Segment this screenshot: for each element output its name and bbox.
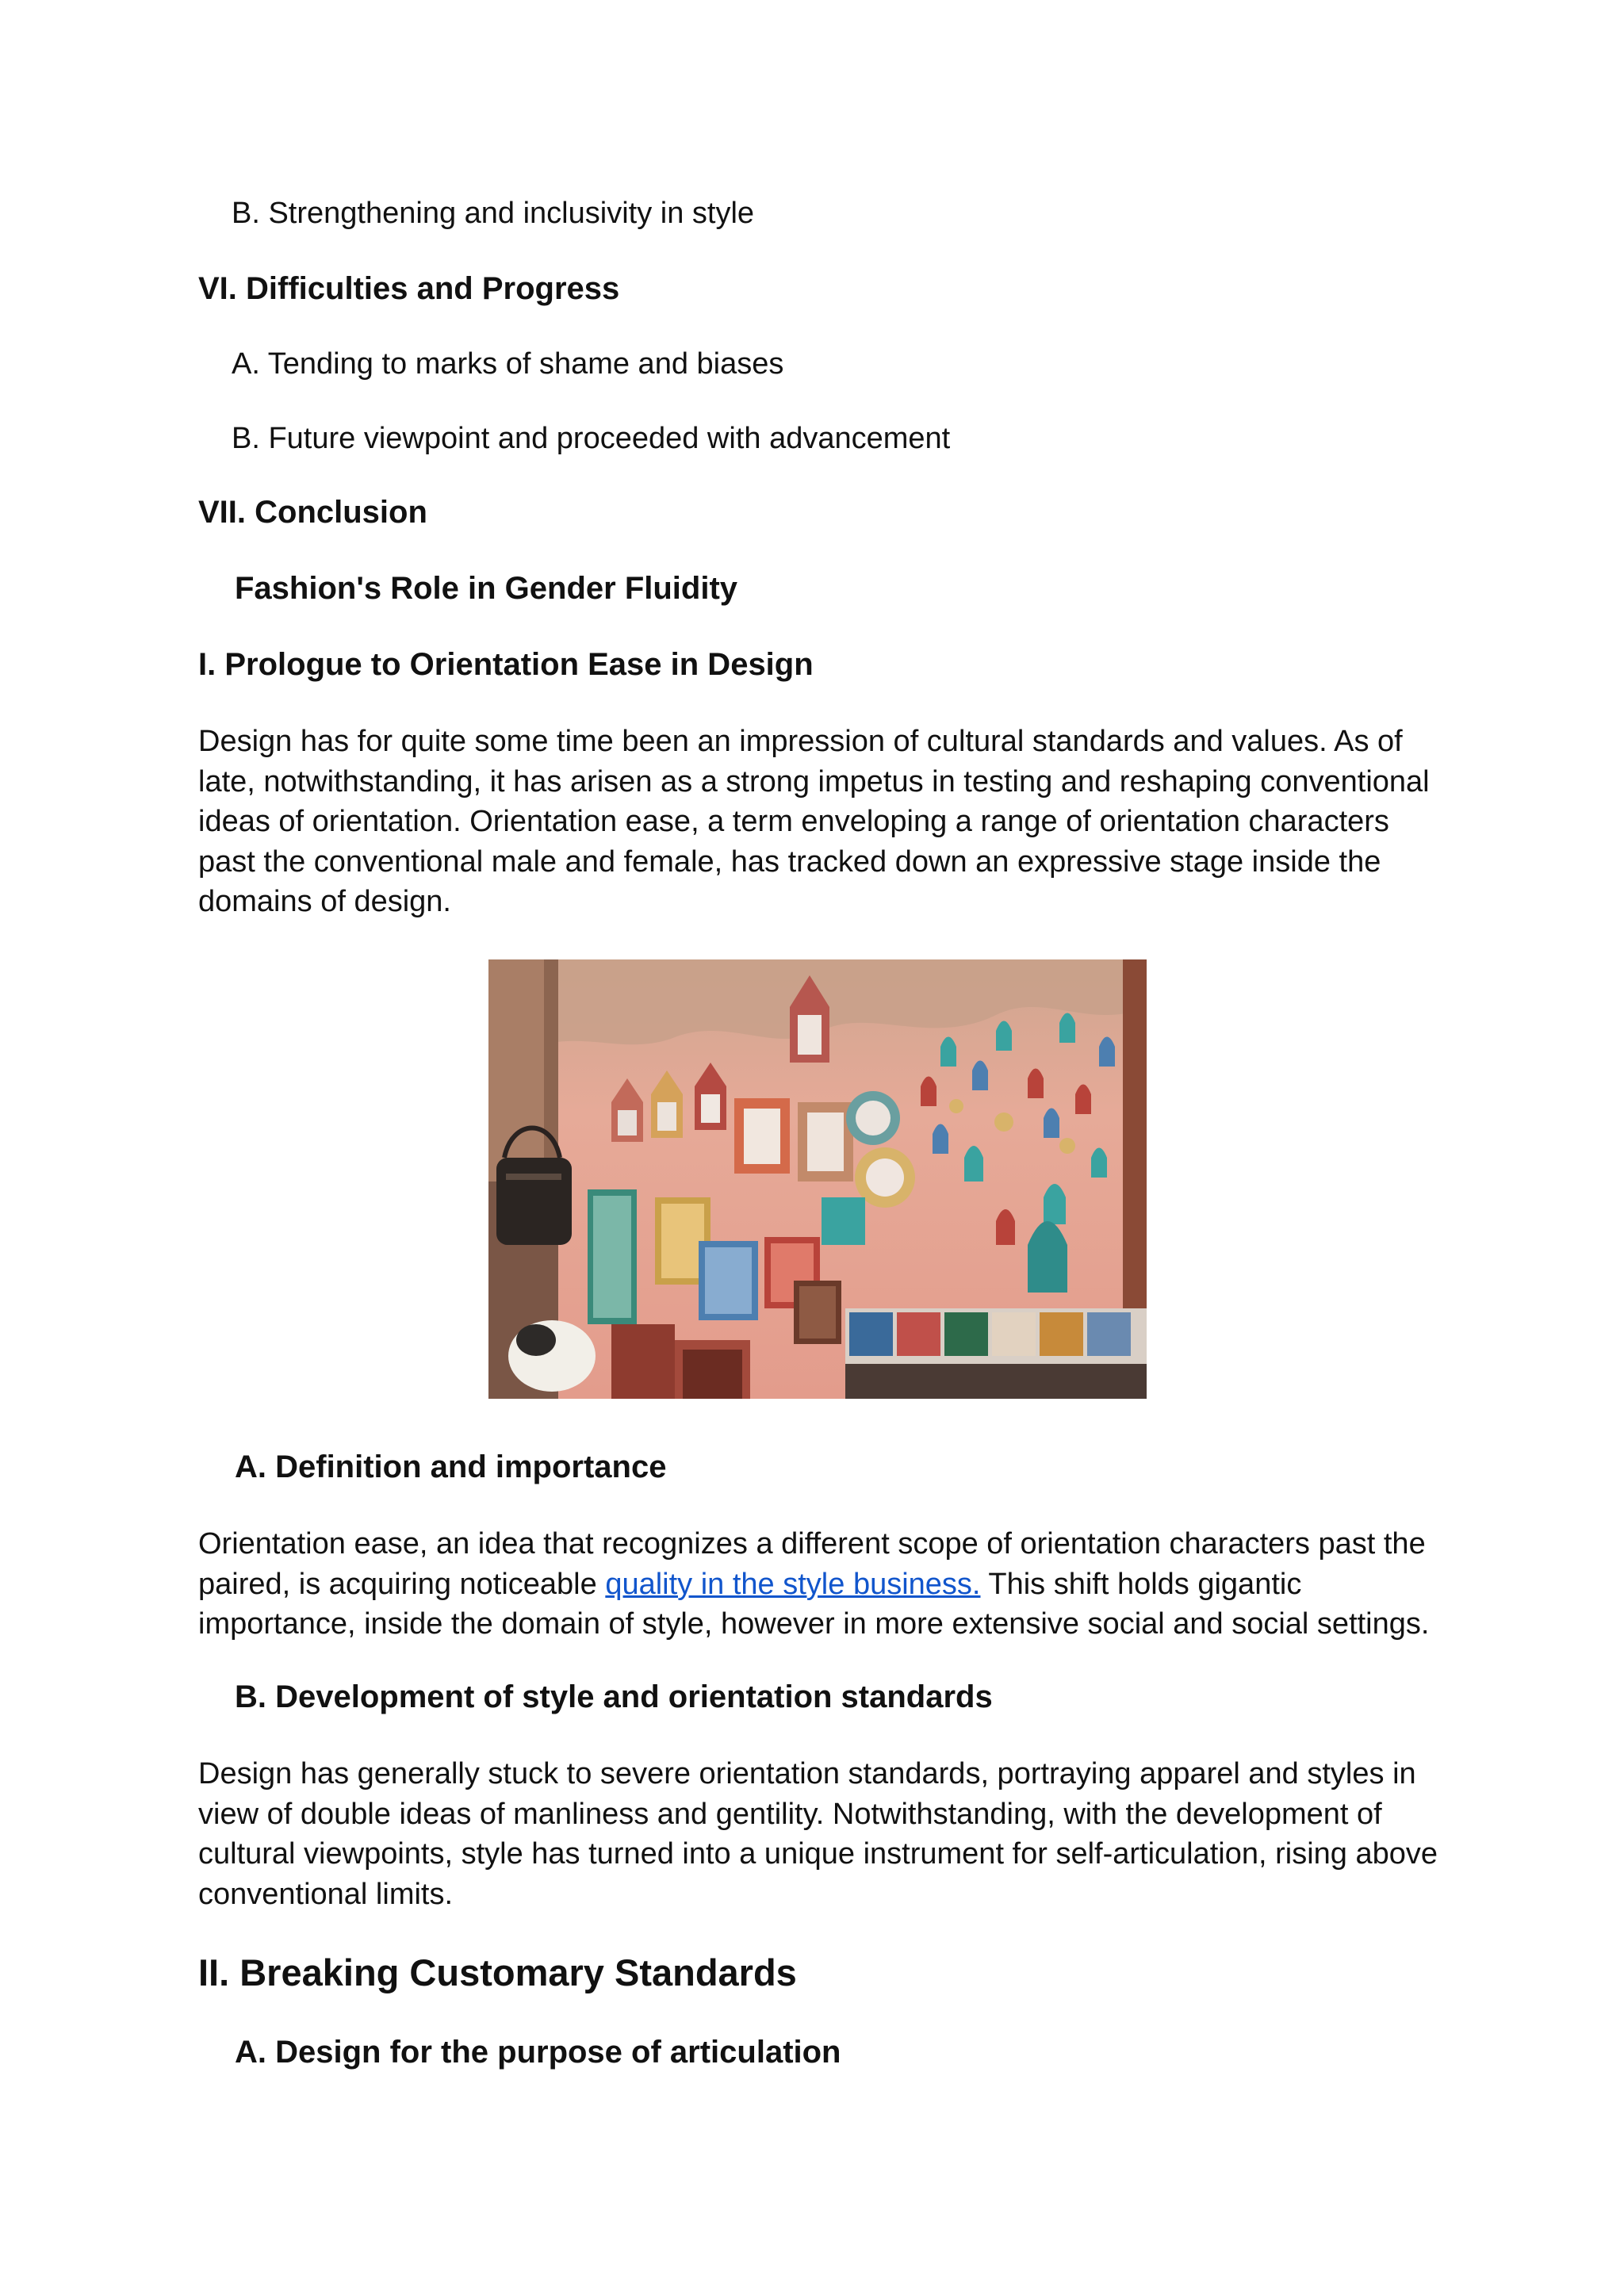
outline-heading-vi: VI. Difficulties and Progress [198,271,620,306]
style-business-link[interactable]: quality in the style business. [605,1567,981,1601]
market-wall-photo [488,959,1147,1399]
sub-a-text-before-link: Orientation ease, an idea that recognizes a different scope of orientation characters past the paired, is acquiring noticeable [198,1527,1426,1601]
outline-item-v-b: B. Strengthening and inclusivity in style [232,197,755,230]
outline-heading-vii: VII. Conclusion [198,495,427,530]
article-title: Fashion's Role in Gender Fluidity [235,571,738,606]
section-2-sub-a-heading: A. Design for the purpose of articulation [235,2035,841,2070]
section-1-sub-b-text: Design has generally stuck to severe orientation standards, portraying apparel and styles in view of double ideas of manliness and gentility. Notwithstanding, with the development of cultural viewpoints, style has turned into a unique instrument for self-articulation, rising above conventional limits. [198,1757,1438,1911]
outline-item-vi-b: B. Future viewpoint and proceeded with advancement [232,422,951,455]
outline-item-vi-a: A. Tending to marks of shame and biases [232,347,784,381]
section-1-sub-a-heading: A. Definition and importance [235,1450,667,1484]
section-1-heading: I. Prologue to Orientation Ease in Design [198,647,814,682]
section-1-intro: Design has for quite some time been an impression of cultural standards and values. As of late, notwithstanding, it has arisen as a strong impetus in testing and reshaping conventional ideas of orientation. Orientation ease, a term enveloping a range of orientation characters past the conventional male and female, has tracked down an expressive stage inside the domains of design. [198,725,1430,918]
section-1-sub-a-text [198,1524,1443,1645]
section-1-sub-b-heading: B. Development of style and orientation standards [235,1679,993,1714]
section-2-heading: II. Breaking Customary Standards [198,1951,797,1993]
sub-a-text-after-link: This shift holds gigantic importance, inside the domain of style, however in more extensive social and social settings. [198,1567,1430,1641]
